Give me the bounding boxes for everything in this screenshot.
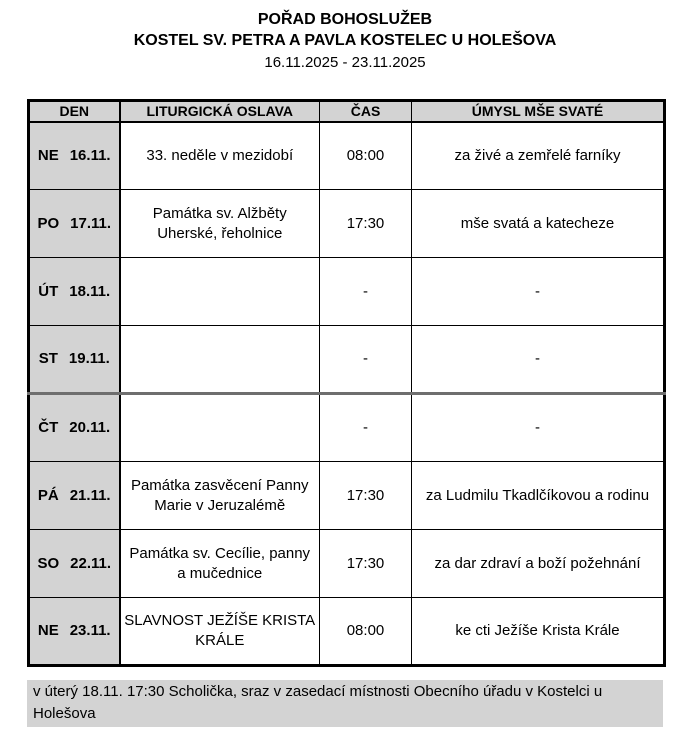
column-header-intention: ÚMYSL MŠE SVATÉ: [412, 101, 665, 122]
day-abbr: ČT: [38, 419, 59, 436]
day-date: 16.11.: [69, 146, 111, 164]
day-abbr: NE: [37, 622, 59, 639]
column-header-celebration: LITURGICKÁ OSLAVA: [120, 101, 320, 122]
day-abbr: ÚT: [38, 282, 59, 300]
intention-cell: za Ludmilu Tkadlčíkovou a rodinu: [412, 462, 665, 530]
table-header-row: [29, 101, 665, 122]
column-header-time: ČAS: [320, 101, 412, 122]
day-cell: [29, 190, 120, 258]
celebration-cell: [120, 394, 320, 462]
time-cell: 08:00: [320, 598, 412, 666]
column-header-day: DEN: [29, 101, 120, 122]
table-row-ct-20: [29, 394, 665, 462]
day-date: 22.11.: [70, 554, 112, 572]
day-abbr: PÁ: [37, 486, 59, 504]
day-date: 18.11.: [69, 282, 111, 300]
celebration-cell: [120, 258, 320, 326]
page-subtitle: KOSTEL SV. PETRA A PAVLA KOSTELEC U HOLEŠOVA: [133, 32, 557, 49]
table-row-so-22: [29, 530, 665, 598]
day-cell: [29, 122, 120, 190]
day-cell: [29, 258, 120, 326]
celebration-cell: Památka sv. Alžběty Uherské, řeholnice: [120, 190, 320, 258]
day-abbr: PO: [37, 214, 60, 232]
day-abbr: SO: [37, 554, 60, 572]
day-date: 19.11.: [68, 350, 110, 367]
day-abbr: ST: [38, 350, 58, 367]
table-row-po-17: [29, 190, 665, 258]
celebration-cell: SLAVNOST JEŽÍŠE KRISTA KRÁLE: [120, 598, 320, 666]
intention-cell: za dar zdraví a boží požehnání: [412, 530, 665, 598]
time-cell: 08:00: [320, 122, 412, 190]
intention-cell: ke cti Ježíše Krista Krále: [412, 598, 665, 666]
intention-cell: -: [412, 258, 665, 326]
table-row-ut-18: [29, 258, 665, 326]
day-date: 23.11.: [69, 622, 111, 639]
intention-cell: -: [412, 326, 665, 394]
footer-note: v úterý 18.11. 17:30 Scholička, sraz v zasedací místnosti Obecního úřadu v Kostelci u Holešova: [27, 680, 663, 727]
time-cell: -: [320, 394, 412, 462]
day-cell: [29, 326, 120, 394]
day-date: 17.11.: [70, 214, 112, 232]
celebration-cell: Památka sv. Cecílie, panny a mučednice: [120, 530, 320, 598]
celebration-cell: Památka zasvěcení Panny Marie v Jeruzalémě: [120, 462, 320, 530]
page-title: POŘAD BOHOSLUŽEB: [257, 11, 433, 28]
intention-cell: mše svatá a katecheze: [412, 190, 665, 258]
day-date: 20.11.: [69, 419, 111, 436]
table-row-ne-23: [29, 598, 665, 666]
day-cell: [29, 530, 120, 598]
table-row-pa-21: [29, 462, 665, 530]
day-cell: [29, 598, 120, 666]
time-cell: -: [320, 258, 412, 326]
time-cell: 17:30: [320, 530, 412, 598]
day-cell: [29, 394, 120, 462]
celebration-cell: 33. neděle v mezidobí: [120, 122, 320, 190]
celebration-cell: [120, 326, 320, 394]
intention-cell: -: [412, 394, 665, 462]
time-cell: 17:30: [320, 462, 412, 530]
time-cell: 17:30: [320, 190, 412, 258]
document-header: [0, 9, 690, 73]
day-abbr: NE: [37, 146, 59, 164]
time-cell: -: [320, 326, 412, 394]
intention-cell: za živé a zemřelé farníky: [412, 122, 665, 190]
day-cell: [29, 462, 120, 530]
day-date: 21.11.: [69, 486, 111, 504]
date-range: 16.11.2025 - 23.11.2025: [264, 54, 426, 71]
table-row-st-19: [29, 326, 665, 394]
table-row-ne-16: [29, 122, 665, 190]
schedule-table: [27, 99, 666, 667]
